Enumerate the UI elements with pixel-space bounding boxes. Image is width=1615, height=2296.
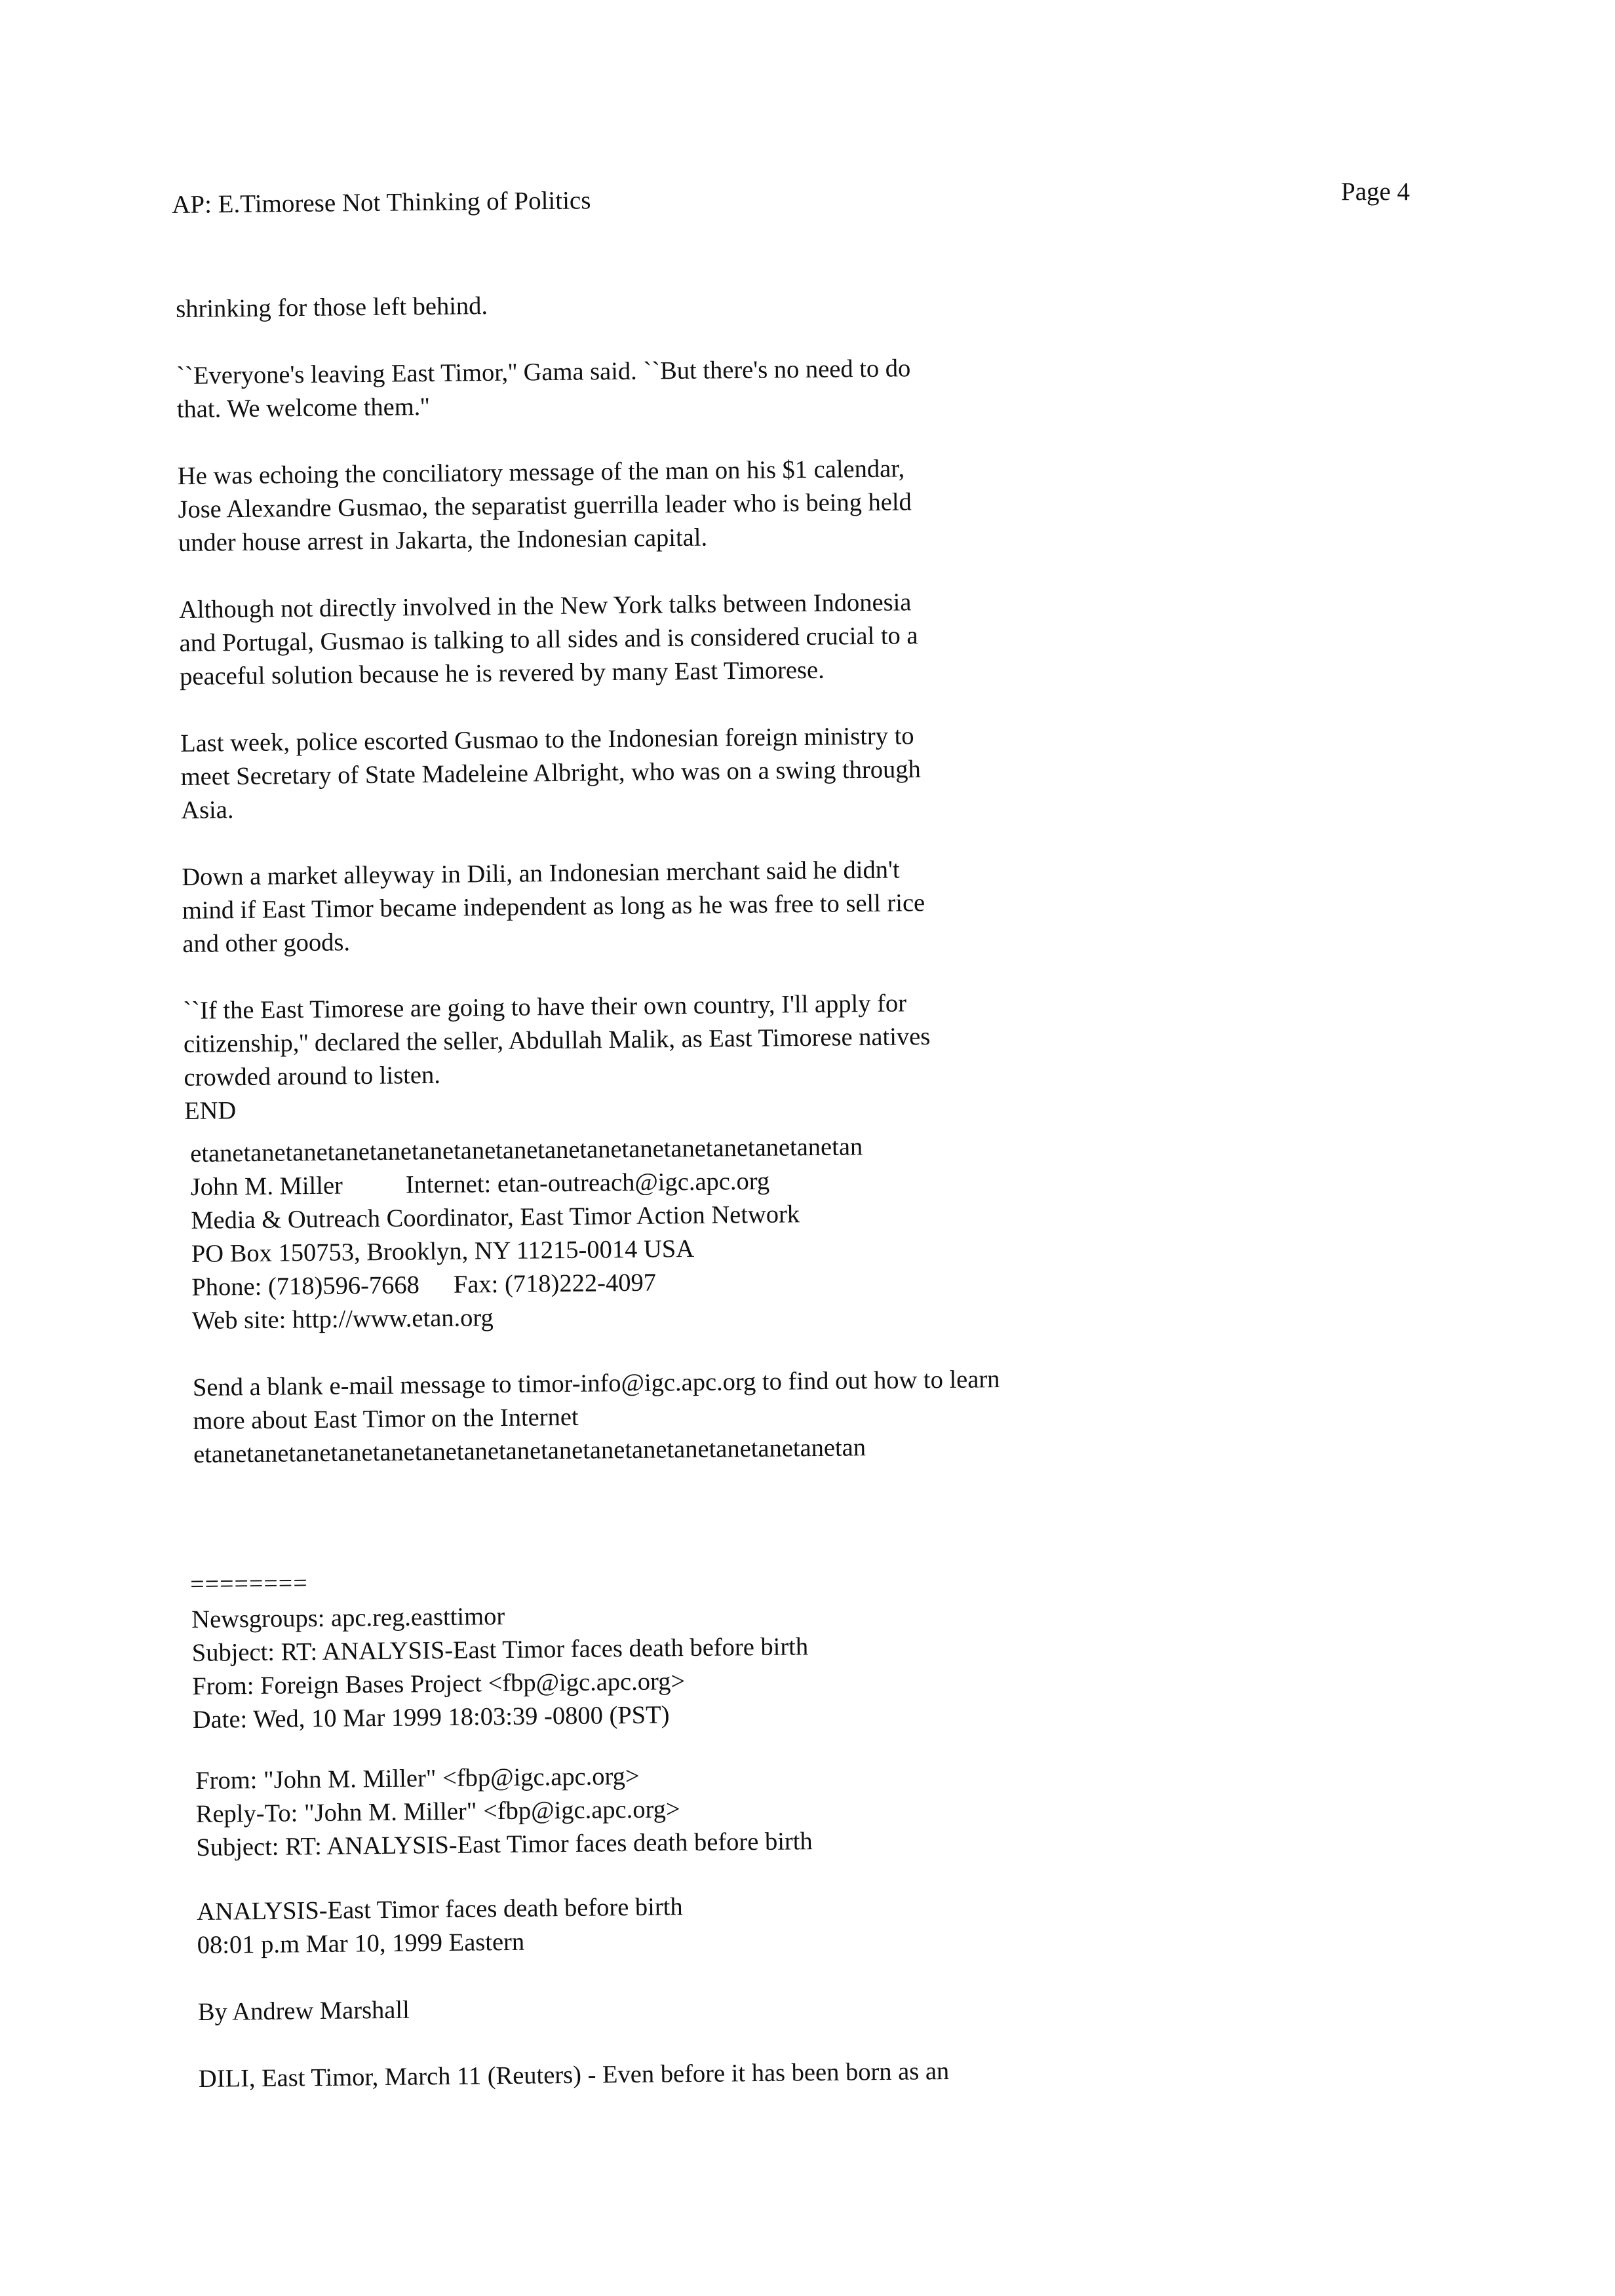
article-end-marker: END [184,1097,237,1125]
analysis-byline: By Andrew Marshall [197,1996,410,2026]
analysis-headline: ANALYSIS-East Timor faces death before birth [197,1893,683,1926]
header-from: From: Foreign Bases Project <fbp@igc.apc.org> [192,1668,686,1700]
article-line: ``Everyone's leaving East Timor,'' Gama said. ``But there's no need to do [176,354,911,390]
signature-phone: Phone: (718)596-7668 [191,1271,420,1301]
signature-role: Media & Outreach Coordinator, East Timor Action Network [191,1200,800,1234]
signature-rule-end: etanetanetanetanetanetanetanetanetanetanetanetanetanetanetanetan [193,1434,866,1468]
article-line: under house arrest in Jakarta, the Indonesian capital. [178,524,708,557]
article-line: He was echoing the conciliatory message of the man on his $1 calendar, [177,455,905,490]
signature-fax: Fax: (718)222-4097 [453,1269,657,1299]
article-line: peaceful solution because he is revered by many East Timorese. [179,656,825,691]
message-separator: ======== [190,1569,308,1598]
article-line: ``If the East Timorese are going to have their own country, I'll apply for [183,989,907,1025]
signature-info-line: more about East Timor on the Internet [193,1403,579,1435]
signature-info-line: Send a blank e-mail message to timor-info@igc.apc.org to find out how to learn [192,1366,1000,1402]
article-line: Jose Alexandre Gusmao, the separatist guerrilla leader who is being held [178,488,912,524]
analysis-article [197,1888,949,2096]
signature-email[interactable]: Internet: etan-outreach@igc.apc.org [405,1167,770,1199]
signature-rule: etanetanetanetanetanetanetanetanetanetanetanetanetanetanetanetan [190,1133,863,1168]
article-body [176,285,931,1128]
mail-header [195,1758,813,1865]
mail-from: From: "John M. Miller" <fbp@igc.apc.org> [195,1762,640,1795]
signature-name: John M. Miller [190,1172,343,1201]
article-line: and other goods. [182,928,351,958]
mail-reply-to: Reply-To: "John M. Miller" <fbp@igc.apc.org> [195,1795,680,1828]
header-newsgroups: Newsgroups: apc.reg.easttimor [191,1602,505,1634]
analysis-lead: DILI, East Timor, March 11 (Reuters) - Even before it has been born as an [198,2057,950,2093]
analysis-dateline: 08:01 p.m Mar 10, 1999 Eastern [197,1928,525,1959]
header-subject: Subject: RT: ANALYSIS-East Timor faces death before birth [191,1633,809,1667]
header-date: Date: Wed, 10 Mar 1999 18:03:39 -0800 (PST) [192,1701,670,1734]
signature-website[interactable]: Web site: http://www.etan.org [191,1304,494,1335]
article-line: that. We welcome them.'' [176,392,430,423]
article-line: citizenship,'' declared the seller, Abdullah Malik, as East Timorese natives [183,1023,931,1058]
article-line: mind if East Timor became independent as long as he was free to sell rice [182,889,925,925]
article-line: and Portugal, Gusmao is talking to all sides and is considered crucial to a [179,622,918,657]
article-line: crowded around to listen. [184,1061,441,1092]
article-line: Asia. [181,796,234,824]
article-line: shrinking for those left behind. [176,292,488,323]
article-line: meet Secretary of State Madeleine Albright, who was on a swing through [180,756,921,791]
article-line: Down a market alleyway in Dili, an Indonesian merchant said he didn't [182,856,900,891]
page-number: Page 4 [1341,178,1411,206]
mail-subject: Subject: RT: ANALYSIS-East Timor faces death before birth [196,1827,813,1862]
article-line: Last week, police escorted Gusmao to the Indonesian foreign ministry to [180,722,914,757]
newsgroup-header [191,1597,809,1737]
document-title: AP: E.Timorese Not Thinking of Politics [172,186,591,219]
article-line: Although not directly involved in the New York talks between Indonesia [178,588,912,624]
signature-address: PO Box 150753, Brooklyn, NY 11215-0014 USA [191,1234,695,1268]
signature-block [190,1129,1001,1472]
